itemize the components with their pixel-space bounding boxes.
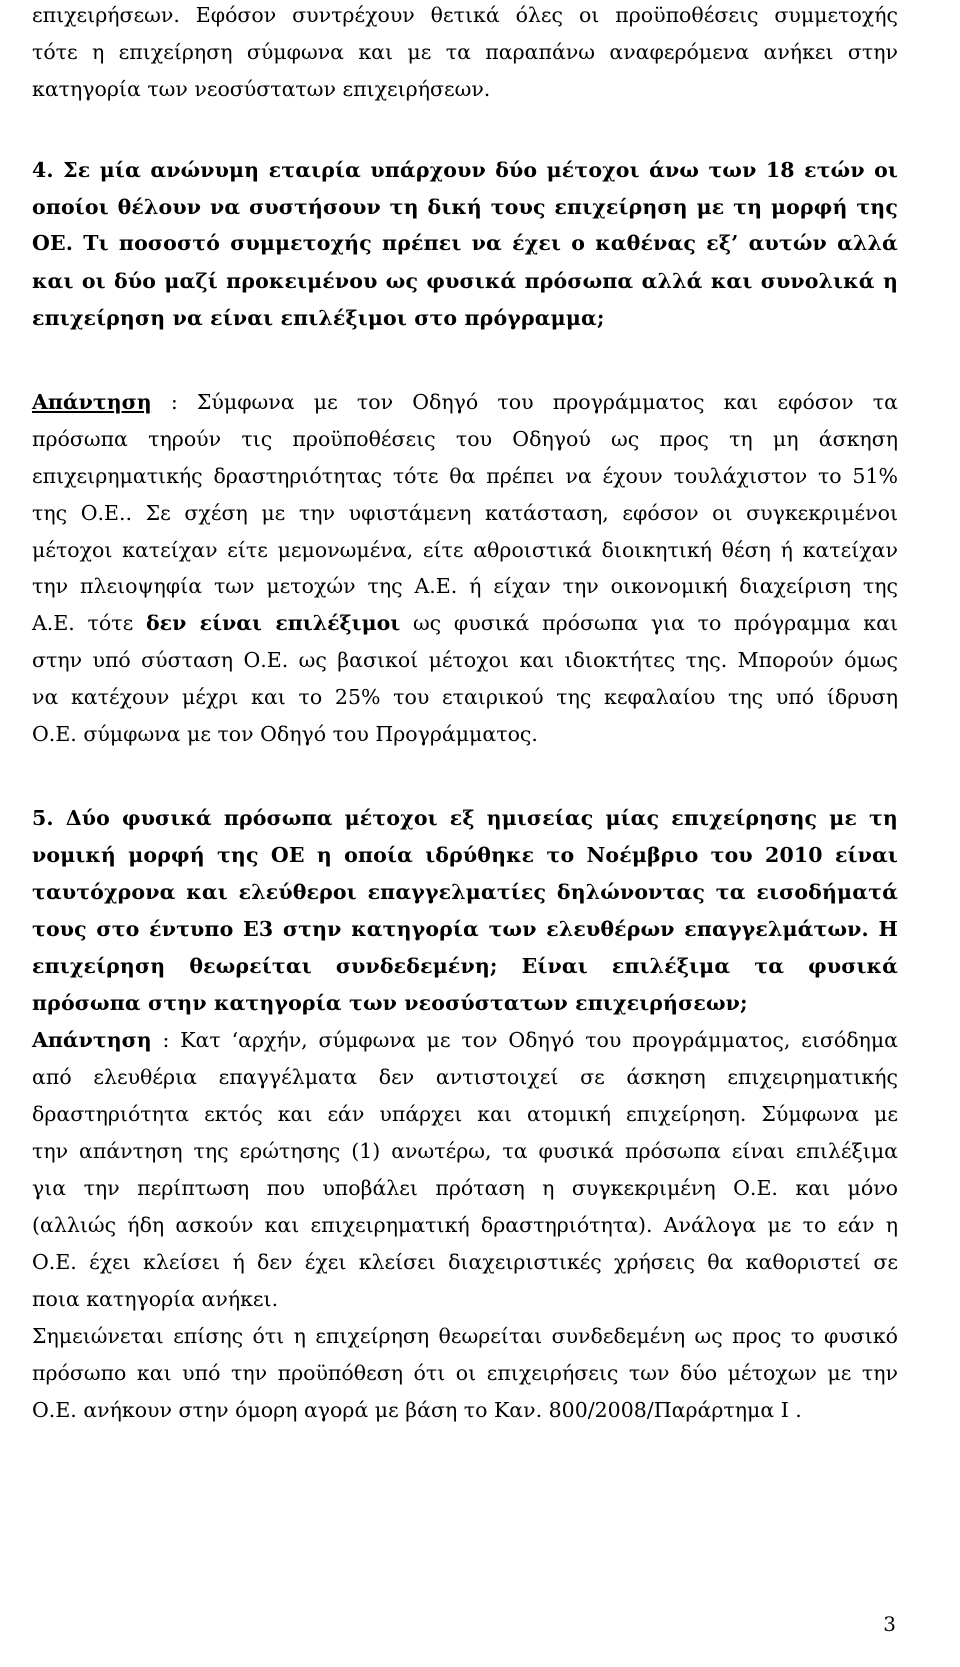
question-4-line-1: 4. Σε μία ανώνυμη εταιρία υπάρχουν δύο μέτοχοι άνω των 18 ετών οι (32, 158, 898, 182)
question-5-line-3: ταυτόχρονα και ελεύθεροι επαγγελματίες δηλώνοντας τα εισοδήματά (32, 880, 898, 904)
question-4-line-2: οποίοι θέλουν να συστήσουν τη δική τους επιχείρηση με τη μορφή της (32, 195, 898, 219)
question-5-line-4: τους στο έντυπο Ε3 στην κατηγορία των ελευθέρων επαγγελμάτων. Η (32, 917, 898, 941)
answer-4-line-7 (32, 610, 898, 636)
answer-5-line-1-text: : Κατ ‘αρχήν, σύμφωνα με τον Οδηγό του προγράμματος, εισόδημα (151, 1028, 898, 1052)
answer-5-line-10: πρόσωπο και υπό την προϋπόθεση ότι οι επιχειρήσεις των δύο μέτοχων με την (32, 1361, 898, 1385)
answer-5-label: Απάντηση (32, 1028, 152, 1052)
answer-4-line-1-text: : Σύμφωνα με τον Οδηγό του προγράμματος και εφόσον τα (151, 390, 898, 414)
question-4-line-3: ΟΕ. Τι ποσοστό συμμετοχής πρέπει να έχει ο καθένας εξ’ αυτών αλλά (32, 231, 898, 255)
question-4-line-5: επιχείρηση να είναι επιλέξιμοι στο πρόγραμμα; (32, 306, 605, 330)
answer-4-line-10: Ο.Ε. σύμφωνα με τον Οδηγό του Προγράμματος. (32, 722, 538, 746)
answer-5-line-9: Σημειώνεται επίσης ότι η επιχείρηση θεωρείται συνδεδεμένη ως προς το φυσικό (32, 1324, 898, 1348)
answer-4-line-3: επιχειρηματικής δραστηριότητας τότε θα πρέπει να έχουν τουλάχιστον το 51% (32, 464, 898, 488)
intro-line-1: επιχειρήσεων. Εφόσον συντρέχουν θετικά όλες οι προϋποθέσεις συμμετοχής (32, 3, 898, 27)
not-eligible-emphasis: δεν είναι επιλέξιμοι (145, 611, 401, 635)
answer-5-line-11: Ο.Ε. ανήκουν στην όμορη αγορά με βάση το Καν. 800/2008/Παράρτημα Ι . (32, 1398, 802, 1422)
answer-4-line-7-a: Α.Ε. τότε (32, 611, 146, 635)
answer-5-line-3: δραστηριότητα εκτός και εάν υπάρχει και ατομική επιχείρηση. Σύμφωνα με (32, 1102, 898, 1126)
intro-line-2: τότε η επιχείρηση σύμφωνα και με τα παραπάνω αναφερόμενα ανήκει στην (32, 40, 898, 64)
question-5-line-2: νομική μορφή της ΟΕ η οποία ιδρύθηκε το Νοέμβριο του 2010 είναι (32, 843, 898, 867)
question-4-line-4: και οι δύο μαζί προκειμένου ως φυσικά πρόσωπα αλλά και συνολικά η (32, 269, 898, 293)
answer-4-line-2: πρόσωπα τηρούν τις προϋποθέσεις του Οδηγού ως προς τη μη άσκηση (32, 427, 898, 451)
answer-4-line-8: στην υπό σύσταση Ο.Ε. ως βασικοί μέτοχοι και ιδιοκτήτες της. Μπορούν όμως (32, 648, 898, 672)
question-5-line-1: 5. Δύο φυσικά πρόσωπα μέτοχοι εξ ημισείας μίας επιχείρησης με τη (32, 806, 898, 830)
answer-4-line-1 (32, 389, 898, 415)
answer-5-line-6: (αλλιώς ήδη ασκούν και επιχειρηματική δραστηριότητα). Ανάλογα με το εάν η (32, 1213, 898, 1237)
answer-4-line-5: μέτοχοι κατείχαν είτε μεμονωμένα, είτε αθροιστικά διοικητική θέση ή κατείχαν (32, 538, 898, 562)
question-5-line-6: πρόσωπα στην κατηγορία των νεοσύστατων επιχειρήσεων; (32, 991, 748, 1015)
page-number: 3 (883, 1612, 896, 1636)
answer-5-line-5: για την περίπτωση που υποβάλει πρόταση η συγκεκριμένη Ο.Ε. και μόνο (32, 1176, 898, 1200)
answer-4-line-7-c: ως φυσικά πρόσωπα για το πρόγραμμα και (400, 611, 898, 635)
answer-5-line-7: Ο.Ε. έχει κλείσει ή δεν έχει κλείσει διαχειριστικές χρήσεις θα καθοριστεί σε (32, 1250, 898, 1274)
answer-4-line-4: της Ο.Ε.. Σε σχέση με την υφιστάμενη κατάσταση, εφόσον οι συγκεκριμένοι (32, 501, 898, 525)
answer-4-label: Απάντηση (32, 390, 152, 414)
answer-5-line-8: ποια κατηγορία ανήκει. (32, 1287, 279, 1311)
answer-5-line-2: από ελευθέρια επαγγέλματα δεν αντιστοιχεί σε άσκηση επιχειρηματικής (32, 1065, 898, 1089)
answer-5-line-4: την απάντηση της ερώτησης (1) ανωτέρω, τα φυσικά πρόσωπα είναι επιλέξιμα (32, 1139, 898, 1163)
question-5-line-5: επιχείρηση θεωρείται συνδεδεμένη; Είναι επιλέξιμα τα φυσικά (32, 954, 898, 978)
answer-5-line-1 (32, 1027, 898, 1053)
answer-4-line-6: την πλειοψηφία των μετοχών της Α.Ε. ή είχαν την οικονομική διαχείριση της (32, 574, 898, 598)
intro-line-3: κατηγορία των νεοσύστατων επιχειρήσεων. (32, 77, 491, 101)
answer-4-line-9: να κατέχουν μέχρι και το 25% του εταιρικού της κεφαλαίου της υπό ίδρυση (32, 685, 898, 709)
